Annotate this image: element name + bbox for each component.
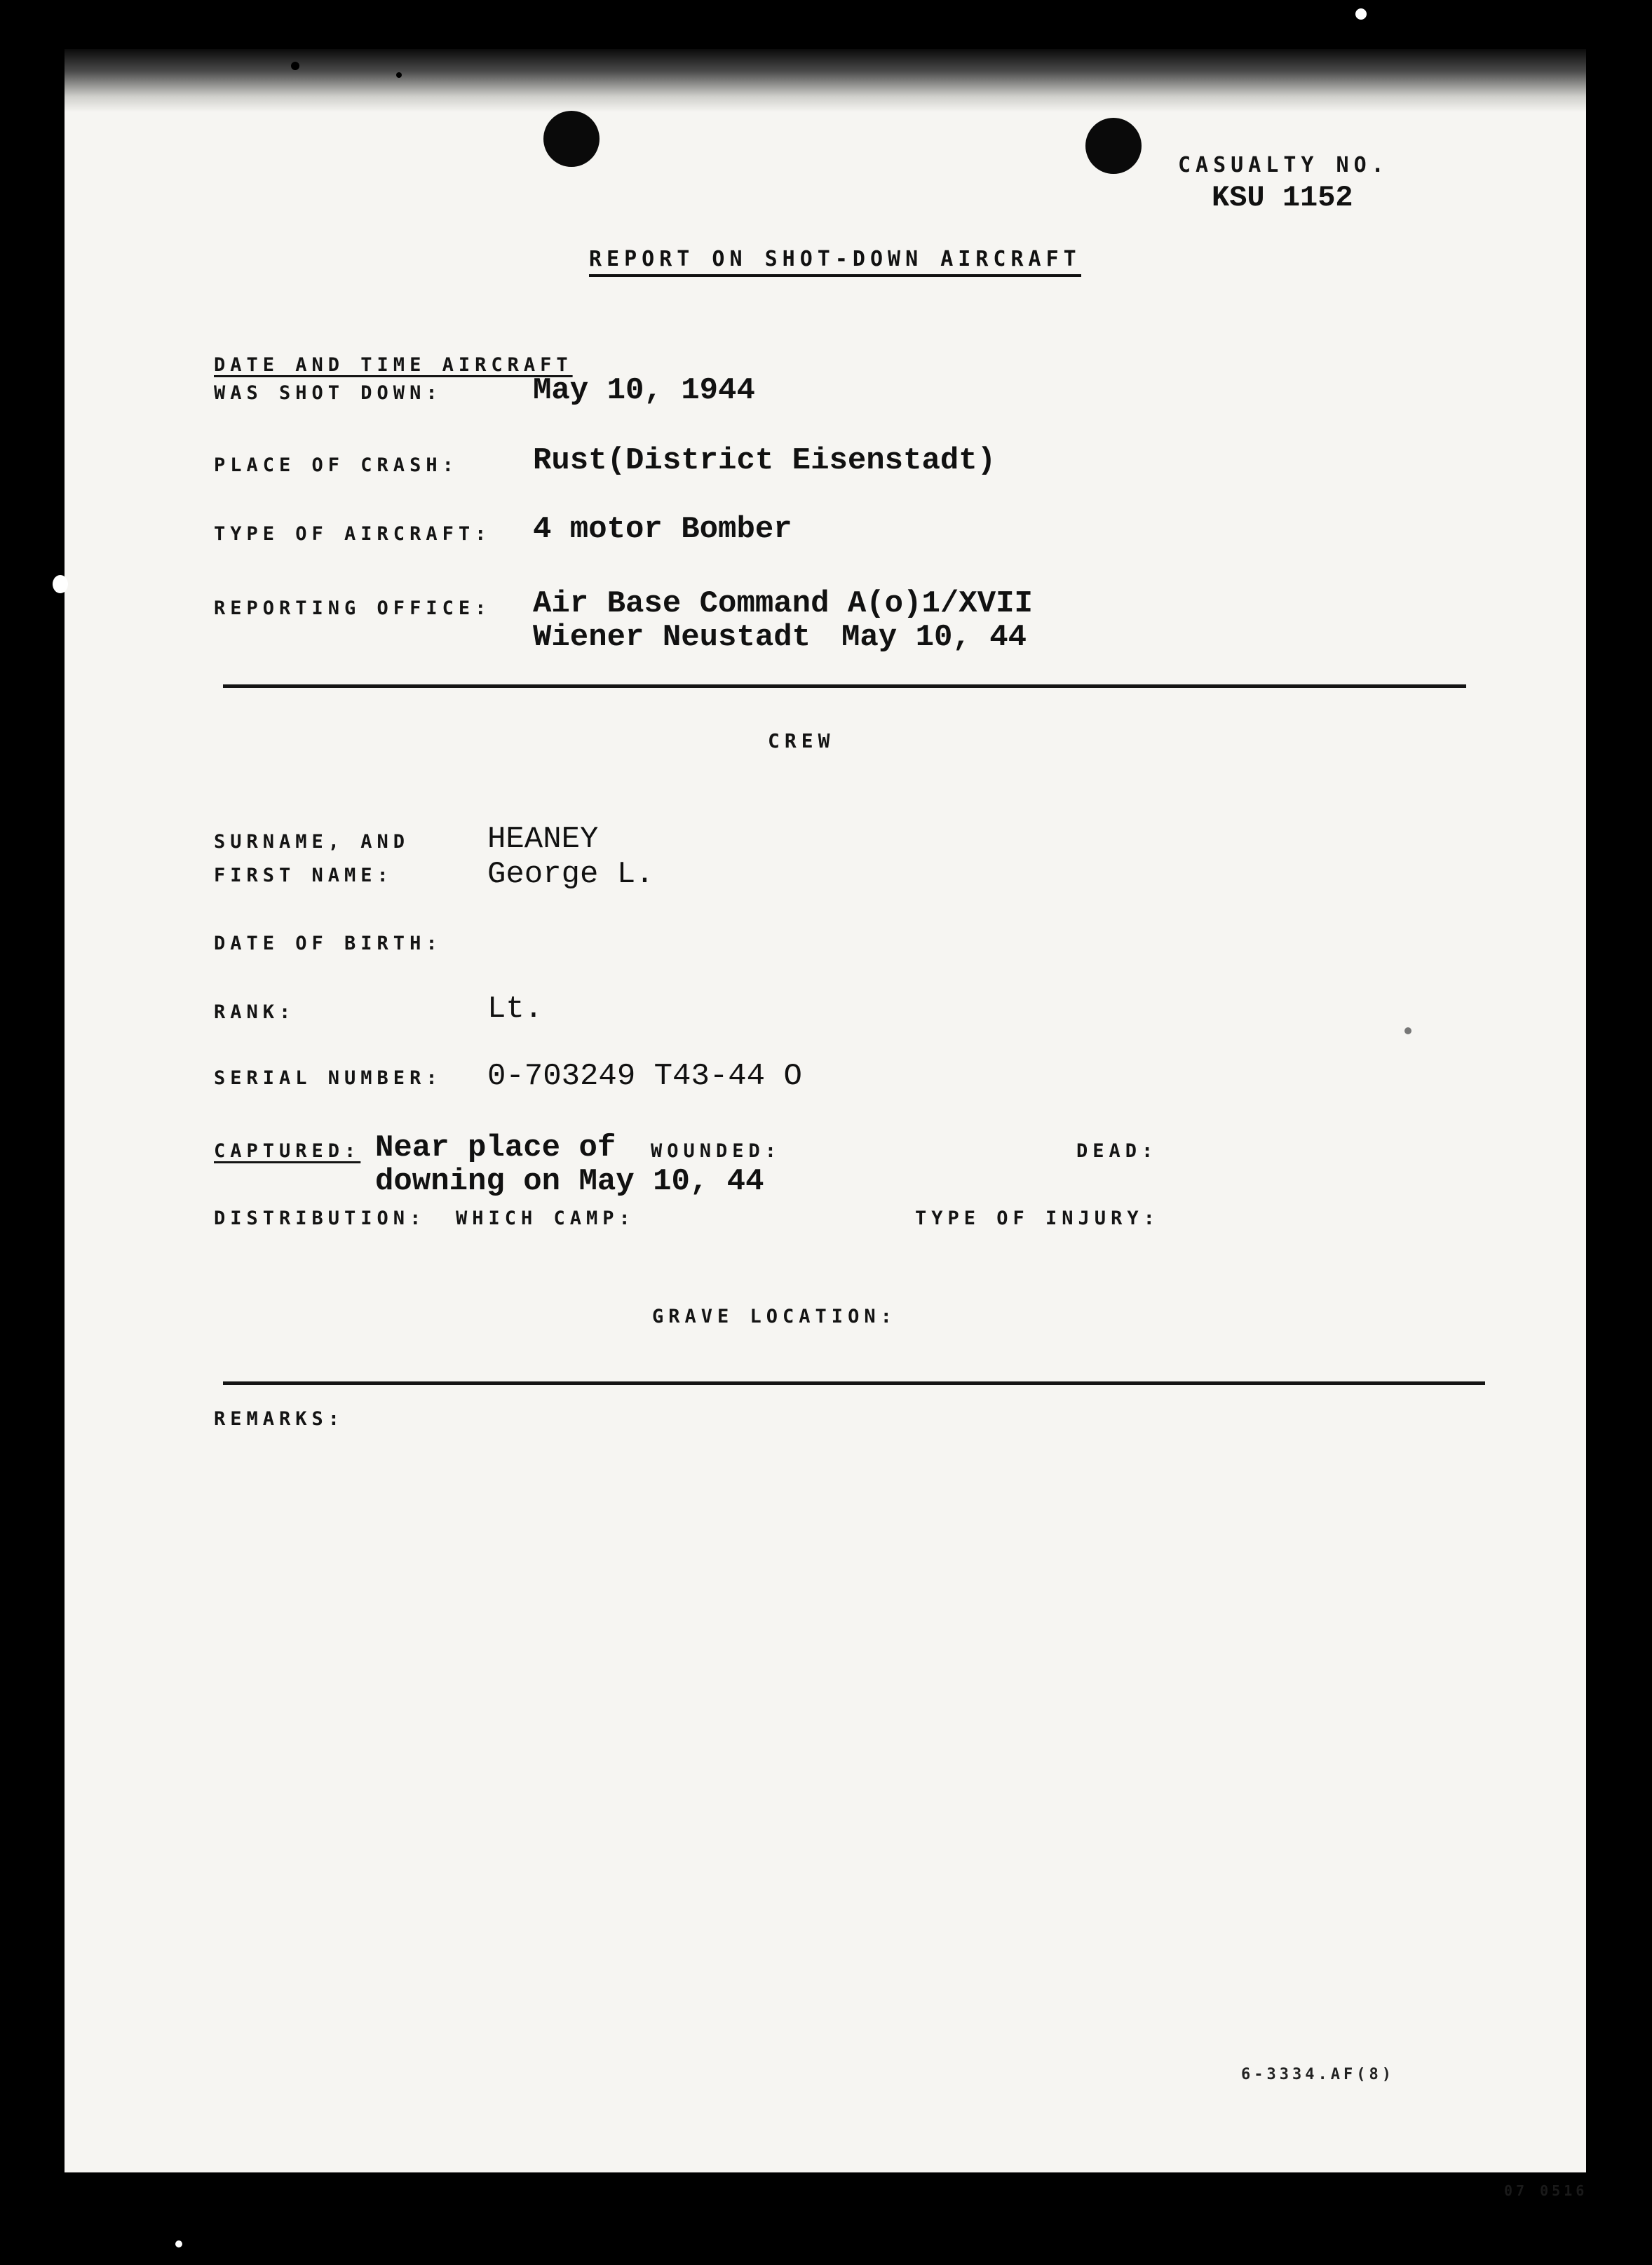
which-camp-label: WHICH CAMP: [456, 1208, 635, 1229]
captured-label-text: CAPTURED: [214, 1140, 361, 1162]
punch-hole-left [543, 111, 600, 167]
type-value: 4 motor Bomber [533, 512, 792, 547]
date-label [214, 354, 573, 376]
surname-label: SURNAME, AND [214, 831, 410, 853]
document-page [65, 62, 1586, 2172]
office-label: REPORTING OFFICE: [214, 597, 492, 619]
dust-speck [53, 575, 68, 593]
crew-heading: CREW [768, 729, 835, 752]
firstname-label: FIRST NAME: [214, 865, 393, 886]
office-date: May 10, 44 [841, 620, 1027, 655]
date-label-line2: WAS SHOT DOWN: [214, 382, 442, 404]
date-label-line1: DATE AND TIME AIRCRAFT [214, 354, 573, 376]
form-number: 6-3334.AF(8) [1241, 2066, 1395, 2083]
casualty-number-label: CASUALTY NO. [1178, 153, 1389, 177]
type-label: TYPE OF AIRCRAFT: [214, 523, 492, 545]
dead-label: DEAD: [1076, 1140, 1158, 1162]
place-value: Rust(District Eisenstadt) [533, 443, 996, 478]
surname-value: HEANEY [487, 822, 599, 857]
captured-value-line2: downing on May 10, 44 [375, 1164, 764, 1199]
captured-value: Near place of [375, 1130, 616, 1165]
captured-label [214, 1140, 360, 1162]
serial-label: SERIAL NUMBER: [214, 1067, 442, 1089]
scan-top-shadow [65, 49, 1586, 112]
section-divider [223, 1381, 1485, 1385]
remarks-label: REMARKS: [214, 1408, 345, 1430]
dust-speck [291, 62, 299, 70]
distribution-label: DISTRIBUTION: [214, 1208, 426, 1229]
office-place: Wiener Neustadt [533, 620, 811, 655]
firstname-value: George L. [487, 857, 654, 892]
dust-speck [396, 72, 402, 78]
dust-speck [175, 2240, 182, 2247]
dust-speck [1404, 1027, 1411, 1034]
corner-code: 07 0516 [1504, 2182, 1588, 2199]
date-value: May 10, 1944 [533, 373, 755, 408]
section-divider [223, 684, 1466, 688]
page-title: REPORT ON SHOT-DOWN AIRCRAFT [589, 247, 1081, 277]
grave-location-label: GRAVE LOCATION: [652, 1306, 897, 1327]
place-label: PLACE OF CRASH: [214, 454, 459, 476]
dust-speck [1355, 8, 1367, 20]
dob-label: DATE OF BIRTH: [214, 933, 442, 954]
casualty-number: KSU 1152 [1212, 181, 1353, 215]
rank-value: Lt. [487, 992, 543, 1027]
injury-label: TYPE OF INJURY: [915, 1208, 1160, 1229]
serial-value: 0-703249 T43-44 O [487, 1059, 802, 1094]
office-value: Air Base Command A(o)1/XVII [533, 586, 1033, 621]
rank-label: RANK: [214, 1001, 296, 1023]
punch-hole-right [1085, 118, 1142, 174]
wounded-label: WOUNDED: [651, 1140, 782, 1162]
